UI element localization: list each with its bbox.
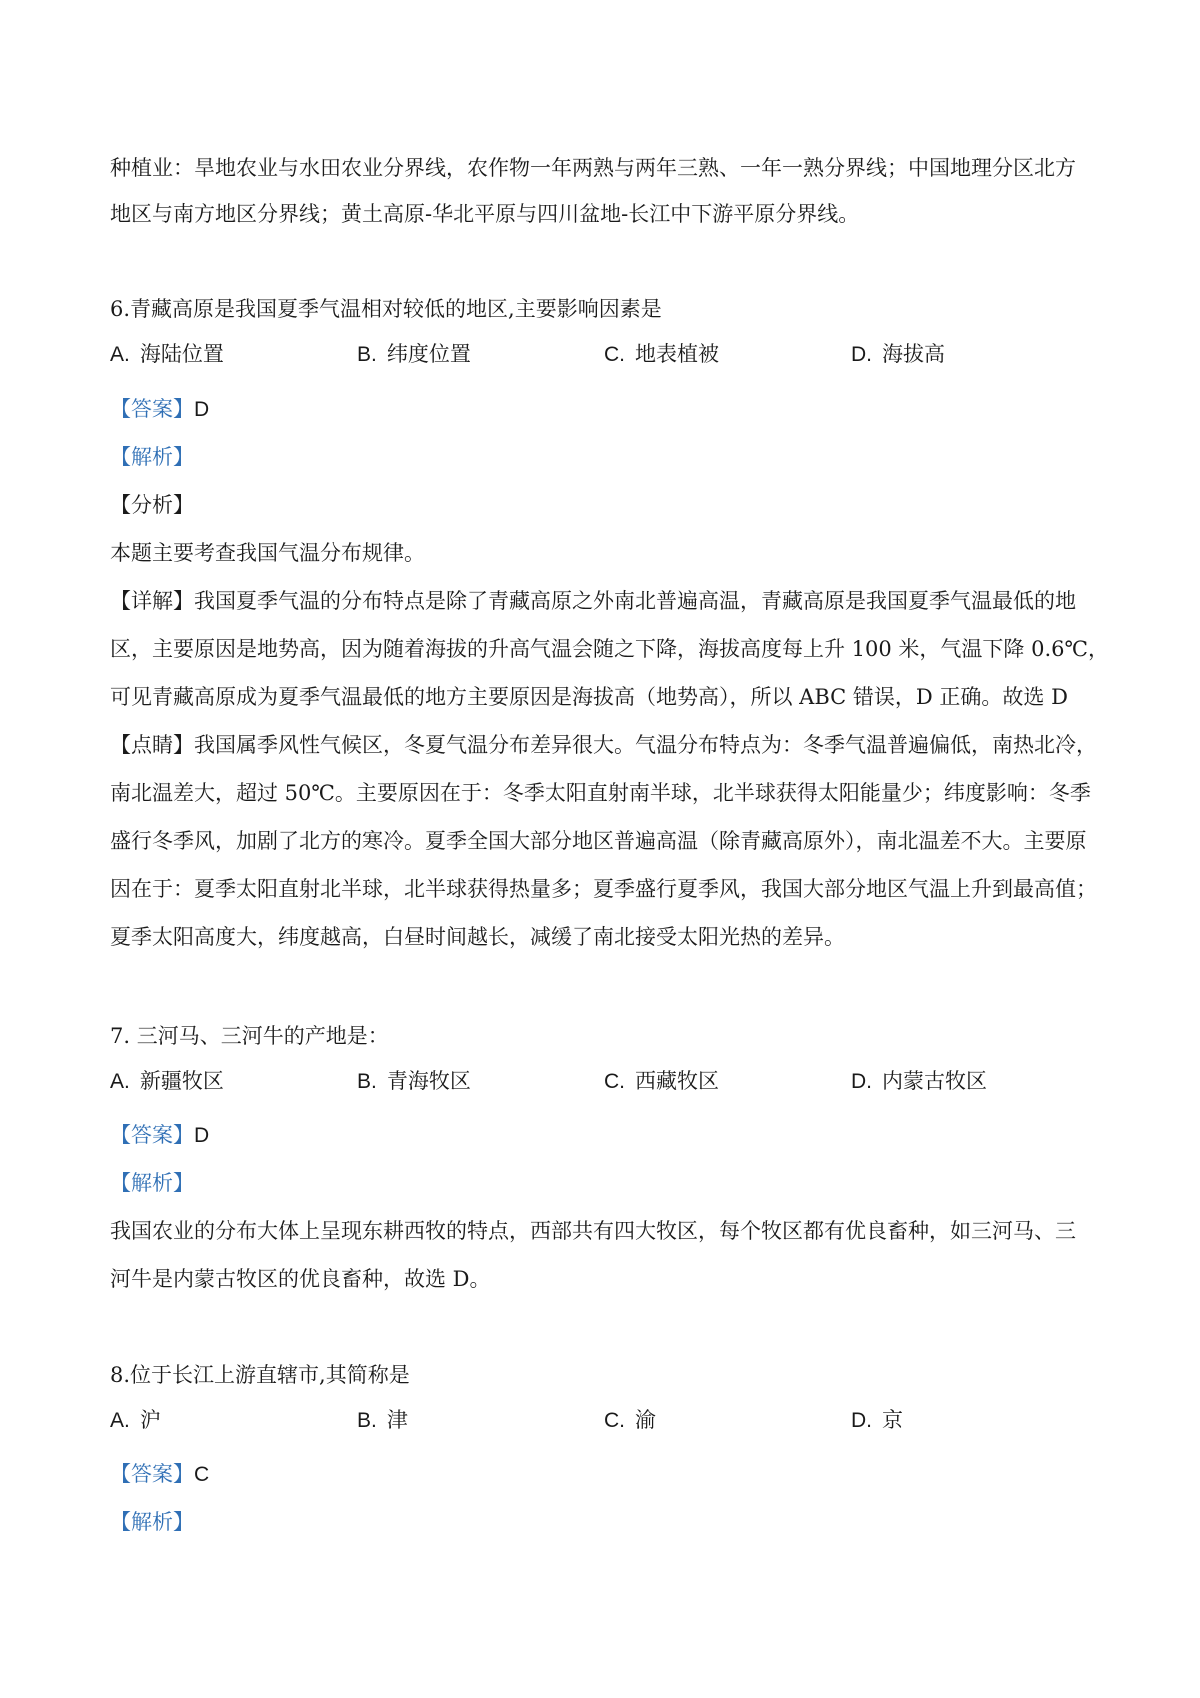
q6-tip-line-1: 【点睛】我国属季风性气候区，冬夏气温分布差异很大。气温分布特点为：冬季气温普遍偏低，南热北冷， [110,733,1097,757]
q7-option-c: C. 西藏牧区 [604,1069,719,1093]
answer-label: 【答案】 [110,1123,194,1147]
question-7-stem: 7. 三河马、三河牛的产地是： [110,1024,389,1048]
q6-fenxi-text: 本题主要考查我国气温分布规律。 [110,541,425,565]
q6-detail-line-3: 可见青藏高原成为夏季气温最低的地方主要原因是海拔高（地势高），所以 ABC 错误，D 正确。故选 D [110,685,1068,709]
q6-option-a: A. 海陆位置 [110,342,224,366]
q6-detail-line-1: 【详解】我国夏季气温的分布特点是除了青藏高原之外南北普遍高温，青藏高原是我国夏季气温最低的地 [110,589,1076,613]
tip-label: 【点睛】 [110,733,194,757]
q7-analysis-line-1: 我国农业的分布大体上呈现东耕西牧的特点，西部共有四大牧区，每个牧区都有优良畜种，如三河马、三 [110,1219,1076,1243]
q7-option-b: B. 青海牧区 [357,1069,471,1093]
q6-option-d: D. 海拔高 [851,342,945,366]
q6-answer [110,394,209,425]
q6-option-b: B. 纬度位置 [357,342,471,366]
question-8-stem: 8.位于长江上游直辖市,其简称是 [110,1363,410,1387]
q8-option-c: C. 渝 [604,1408,656,1432]
q6-fenxi-label: 【分析】 [110,493,194,517]
q8-answer [110,1459,209,1490]
q6-analysis-label: 【解析】 [110,445,194,469]
q7-option-a: A. 新疆牧区 [110,1069,224,1093]
q6-tip-line-2: 南北温差大，超过 50℃。主要原因在于：冬季太阳直射南半球，北半球获得太阳能量少；纬度影响：冬季 [110,781,1091,805]
detail-label: 【详解】 [110,589,194,613]
q7-analysis-label: 【解析】 [110,1171,194,1195]
q8-option-d: D. 京 [851,1408,903,1432]
q6-tip-line-5: 夏季太阳高度大，纬度越高，白昼时间越长，减缓了南北接受太阳光热的差异。 [110,925,845,949]
question-6-stem: 6.青藏高原是我国夏季气温相对较低的地区,主要影响因素是 [110,297,662,321]
q6-detail-line-2: 区，主要原因是地势高，因为随着海拔的升高气温会随之下降，海拔高度每上升 100 米，气温下降 0.6℃， [110,637,1109,661]
answer-value: D [194,398,210,421]
q8-option-a: A. 沪 [110,1408,161,1432]
q8-option-b: B. 津 [357,1408,408,1432]
q7-option-d: D. 内蒙古牧区 [851,1069,987,1093]
intro-line-2: 地区与南方地区分界线；黄土高原-华北平原与四川盆地-长江中下游平原分界线。 [110,202,860,226]
q8-analysis-label: 【解析】 [110,1510,194,1534]
q7-answer [110,1120,209,1151]
answer-value: D [194,1124,210,1147]
q6-tip-line-4: 因在于：夏季太阳直射北半球，北半球获得热量多；夏季盛行夏季风，我国大部分地区气温上升到最高值； [110,877,1097,901]
answer-label: 【答案】 [110,397,194,421]
answer-label: 【答案】 [110,1462,194,1486]
answer-value: C [194,1463,210,1486]
q7-analysis-line-2: 河牛是内蒙古牧区的优良畜种，故选 D。 [110,1267,491,1291]
q6-tip-line-3: 盛行冬季风，加剧了北方的寒冷。夏季全国大部分地区普遍高温（除青藏高原外），南北温差不大。主要原 [110,829,1087,853]
q6-option-c: C. 地表植被 [604,342,719,366]
intro-line-1: 种植业：旱地农业与水田农业分界线，农作物一年两熟与两年三熟、一年一熟分界线；中国地理分区北方 [110,156,1076,180]
